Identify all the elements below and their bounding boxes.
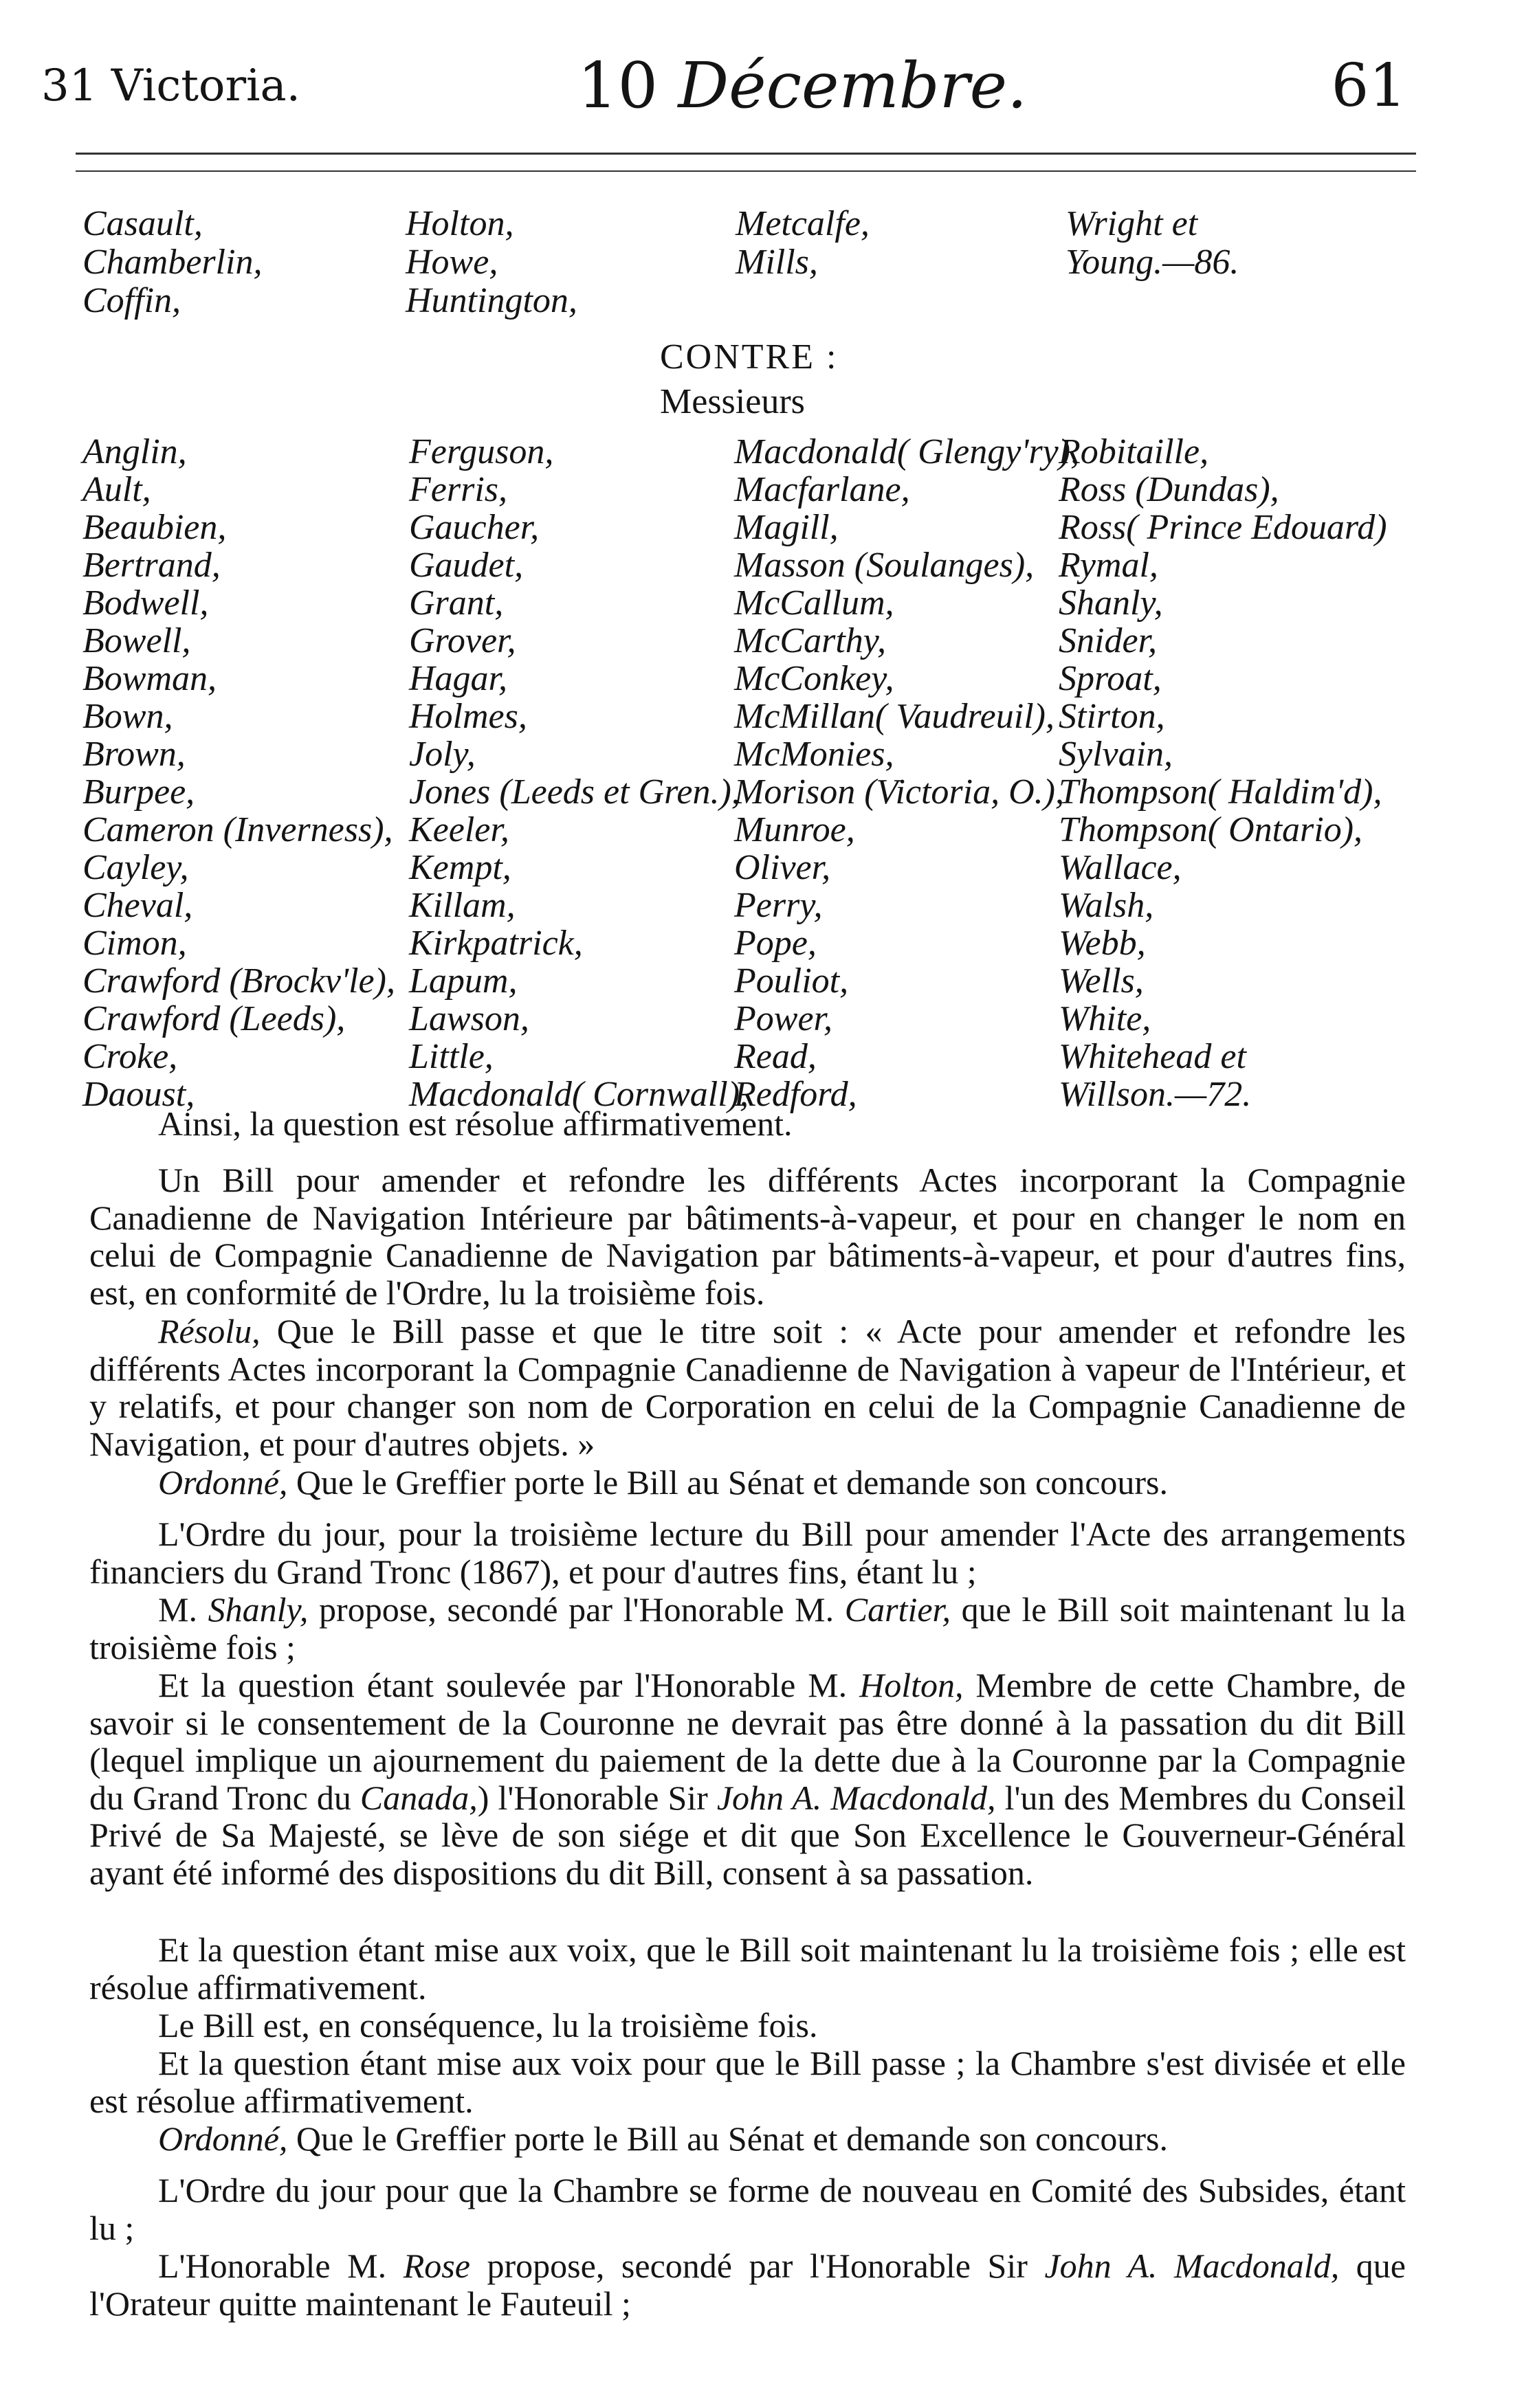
text-run: propose, secondé par l'Honorable M. bbox=[308, 1590, 845, 1629]
member-name: Cartier, bbox=[844, 1590, 951, 1629]
contre-name: Macdonald( Cornwall), bbox=[409, 1075, 749, 1114]
vote-paragraph: Et la question étant mise aux voix, que le Bill soit maintenant lu la troisième fois ; elle est résolue affirmativement. bbox=[89, 1930, 1406, 2007]
fauteuil-paragraph bbox=[89, 2247, 1406, 2322]
pour-name: Chamberlin, bbox=[82, 243, 263, 282]
text-run: M. bbox=[158, 1590, 208, 1629]
consent-paragraph bbox=[89, 1666, 1406, 1892]
contre-name: McCallum, bbox=[734, 583, 894, 623]
contre-name: Cayley, bbox=[82, 848, 189, 887]
contre-name: McCarthy, bbox=[734, 621, 886, 660]
contre-name: Bowell, bbox=[82, 621, 191, 660]
contre-name: Ross (Dundas), bbox=[1059, 470, 1279, 509]
contre-name: Keeler, bbox=[409, 810, 509, 849]
contre-name: Joly, bbox=[409, 735, 476, 774]
contre-name: Snider, bbox=[1059, 621, 1157, 660]
contre-name: Anglin, bbox=[82, 432, 187, 471]
contre-name: Macdonald( Glengy'ry), bbox=[734, 432, 1080, 471]
contre-name: Read, bbox=[734, 1037, 817, 1076]
ordonne-lead: Ordonné, bbox=[158, 1463, 288, 1502]
contre-name: Webb, bbox=[1059, 924, 1146, 963]
contre-name: Gaucher, bbox=[409, 508, 540, 547]
contre-name: McMillan( Vaudreuil), bbox=[734, 697, 1054, 736]
contre-name: Beaubien, bbox=[82, 508, 227, 547]
place-name: Canada, bbox=[360, 1778, 478, 1817]
contre-name: Bodwell, bbox=[82, 583, 209, 623]
contre-name: Grover, bbox=[409, 621, 516, 660]
contre-name: Sylvain, bbox=[1059, 735, 1173, 774]
reading-paragraph: Le Bill est, en conséquence, lu la troisième fois. bbox=[158, 2006, 818, 2044]
contre-name: Ferris, bbox=[409, 470, 507, 509]
contre-name: Willson.—72. bbox=[1059, 1075, 1252, 1114]
ordonne-lead: Ordonné, bbox=[158, 2119, 288, 2158]
text-run: l'un des Membres du Conseil Privé de Sa Majesté, se lève de son siége et dit que Son Excellence le Gouverneur-Général ayant été informé des dispositions du dit Bill, consent à sa passation. bbox=[89, 1778, 1406, 1892]
pour-name: Holton, bbox=[406, 204, 514, 243]
ordre-du-jour-paragraph: L'Ordre du jour, pour la troisième lecture du Bill pour amender l'Acte des arrangements financiers du Grand Tronc (1867), et pour d'autres fins, étant lu ; bbox=[89, 1515, 1406, 1591]
contre-name: Cheval, bbox=[82, 886, 193, 925]
contre-name: Jones (Leeds et Gren.), bbox=[409, 772, 740, 812]
contre-name: Cimon, bbox=[82, 924, 187, 963]
contre-name: Pope, bbox=[734, 924, 817, 963]
contre-name: Macfarlane, bbox=[734, 470, 910, 509]
messieurs-heading: Messieurs bbox=[660, 382, 805, 421]
contre-name: Oliver, bbox=[734, 848, 831, 887]
pour-name: Wright et bbox=[1065, 204, 1198, 243]
pour-name: Coffin, bbox=[82, 281, 181, 320]
pour-name: Young.—86. bbox=[1065, 243, 1239, 282]
contre-name: Ross( Prince Edouard) bbox=[1059, 508, 1387, 547]
contre-name: Burpee, bbox=[82, 772, 195, 812]
member-name: Holton, bbox=[859, 1666, 964, 1704]
contre-name: McMonies, bbox=[734, 735, 894, 774]
contre-name: White, bbox=[1059, 999, 1151, 1038]
contre-name: Crawford (Leeds), bbox=[82, 999, 346, 1038]
text-run: que le Bill soit maintenant lu la troisième fois ; bbox=[89, 1590, 1406, 1666]
contre-name: Brown, bbox=[82, 735, 186, 774]
contre-name: Walsh, bbox=[1059, 886, 1154, 925]
order-paragraph bbox=[89, 1464, 1406, 1502]
contre-name: Thompson( Haldim'd), bbox=[1059, 772, 1382, 812]
date-day: 10 bbox=[577, 49, 659, 122]
contre-name: Thompson( Ontario), bbox=[1059, 810, 1363, 849]
contre-name: Croke, bbox=[82, 1037, 178, 1076]
bill-paragraph: Un Bill pour amender et refondre les différents Actes incorporant la Compagnie Canadienne de Navigation Intérieure par bâtiments-à-vapeur, et pour en changer le nom en celui de Compagnie Canadienne de Navigation par bâtiments-à-vapeur, et pour d'autres fins, est, en conformité de l'Ordre, lu la troisième fois. bbox=[89, 1161, 1406, 1312]
pour-name: Howe, bbox=[406, 243, 498, 282]
contre-name: Bertrand, bbox=[82, 546, 221, 585]
contre-name: Redford, bbox=[734, 1075, 857, 1114]
pour-name: Metcalfe, bbox=[736, 204, 870, 243]
contre-name: Munroe, bbox=[734, 810, 855, 849]
contre-name: Lapum, bbox=[409, 961, 518, 1001]
text-run: L'Honorable M. bbox=[158, 2247, 404, 2285]
contre-name: Wells, bbox=[1059, 961, 1144, 1001]
contre-name: Lawson, bbox=[409, 999, 529, 1038]
contre-name: McConkey, bbox=[734, 659, 894, 698]
contre-name: Masson (Soulanges), bbox=[734, 546, 1035, 585]
header-rule bbox=[76, 153, 1416, 155]
subsides-paragraph: L'Ordre du jour pour que la Chambre se forme de nouveau en Comité des Subsides, étant lu ; bbox=[89, 2171, 1406, 2247]
order-paragraph bbox=[89, 2120, 1406, 2158]
date-month: Décembre. bbox=[678, 49, 1028, 122]
text-run: ) l'Honorable Sir bbox=[477, 1778, 717, 1817]
contre-name: Pouliot, bbox=[734, 961, 849, 1001]
contre-name: Holmes, bbox=[409, 697, 527, 736]
contre-name: Killam, bbox=[409, 886, 516, 925]
contre-name: Power, bbox=[734, 999, 832, 1038]
pour-name: Mills, bbox=[736, 243, 818, 282]
text-run: Et la question étant soulevée par l'Honorable M. bbox=[158, 1666, 860, 1704]
text-run: Membre de cette Chambre, de savoir si le consentement de la Couronne ne devrait pas être donné à la passation du dit Bill (lequel implique un ajournement du paiement de la dette due à la Couronne par la Compagnie du Grand Tronc du bbox=[89, 1666, 1406, 1817]
member-name: Shanly, bbox=[208, 1590, 309, 1629]
text-run: propose, secondé par l'Honorable Sir bbox=[470, 2247, 1045, 2285]
contre-name: Rymal, bbox=[1059, 546, 1158, 585]
session-header: 31 Victoria. bbox=[41, 60, 300, 111]
pour-name: Casault, bbox=[82, 204, 203, 243]
resolution-text: Que le Bill passe et que le titre soit : « Acte pour amender et refondre les différents Actes incorporant la Compagnie Canadienne de Navigation à vapeur de l'Intérieur, et y relatifs, et pour changer son nom de Corporation en celui de la Compagnie Canadienne de Navigation, et pour d'autres objets. » bbox=[89, 1312, 1406, 1463]
contre-name: Robitaille, bbox=[1059, 432, 1209, 471]
contre-name: Stirton, bbox=[1059, 697, 1165, 736]
contre-name: Kirkpatrick, bbox=[409, 924, 583, 963]
contre-name: Wallace, bbox=[1059, 848, 1182, 887]
motion-paragraph bbox=[89, 1591, 1406, 1666]
contre-name: Sproat, bbox=[1059, 659, 1162, 698]
contre-name: Morison (Victoria, O.), bbox=[734, 772, 1064, 812]
contre-name: Perry, bbox=[734, 886, 823, 925]
contre-name: Bowman, bbox=[82, 659, 217, 698]
member-name: John A. Macdonald, bbox=[716, 1778, 996, 1817]
contre-name: Crawford (Brockv'le), bbox=[82, 961, 395, 1001]
contre-name: Bown, bbox=[82, 697, 173, 736]
contre-name: Whitehead et bbox=[1059, 1037, 1246, 1076]
contre-name: Hagar, bbox=[409, 659, 508, 698]
member-name: John A. Macdonald, bbox=[1044, 2247, 1340, 2285]
contre-name: Little, bbox=[409, 1037, 494, 1076]
header-rule bbox=[76, 170, 1416, 172]
contre-name: Cameron (Inverness), bbox=[82, 810, 393, 849]
resolution-paragraph bbox=[89, 1313, 1406, 1462]
contre-name: Grant, bbox=[409, 583, 504, 623]
order-text: Que le Greffier porte le Bill au Sénat et demande son concours. bbox=[287, 1463, 1168, 1502]
contre-name: Gaudet, bbox=[409, 546, 524, 585]
division-paragraph: Et la question étant mise aux voix pour que le Bill passe ; la Chambre s'est divisée et elle est résolue affirmativement. bbox=[89, 2044, 1406, 2120]
contre-name: Kempt, bbox=[409, 848, 511, 887]
page-number: 61 bbox=[1331, 52, 1406, 120]
date-header bbox=[577, 48, 1027, 124]
resolu-lead: Résolu, bbox=[158, 1312, 261, 1350]
contre-name: Daoust, bbox=[82, 1075, 195, 1114]
contre-name: Ferguson, bbox=[409, 432, 554, 471]
order-text: Que le Greffier porte le Bill au Sénat et demande son concours. bbox=[287, 2119, 1168, 2158]
result-paragraph: Ainsi, la question est résolue affirmativement. bbox=[158, 1104, 793, 1143]
contre-name: Ault, bbox=[82, 470, 151, 509]
text-run: que l'Orateur quitte maintenant le Fauteuil ; bbox=[89, 2247, 1406, 2323]
member-name: Rose bbox=[403, 2247, 470, 2285]
contre-heading: CONTRE : bbox=[660, 337, 839, 377]
pour-name: Huntington, bbox=[406, 281, 577, 320]
contre-name: Magill, bbox=[734, 508, 839, 547]
contre-name: Shanly, bbox=[1059, 583, 1163, 623]
